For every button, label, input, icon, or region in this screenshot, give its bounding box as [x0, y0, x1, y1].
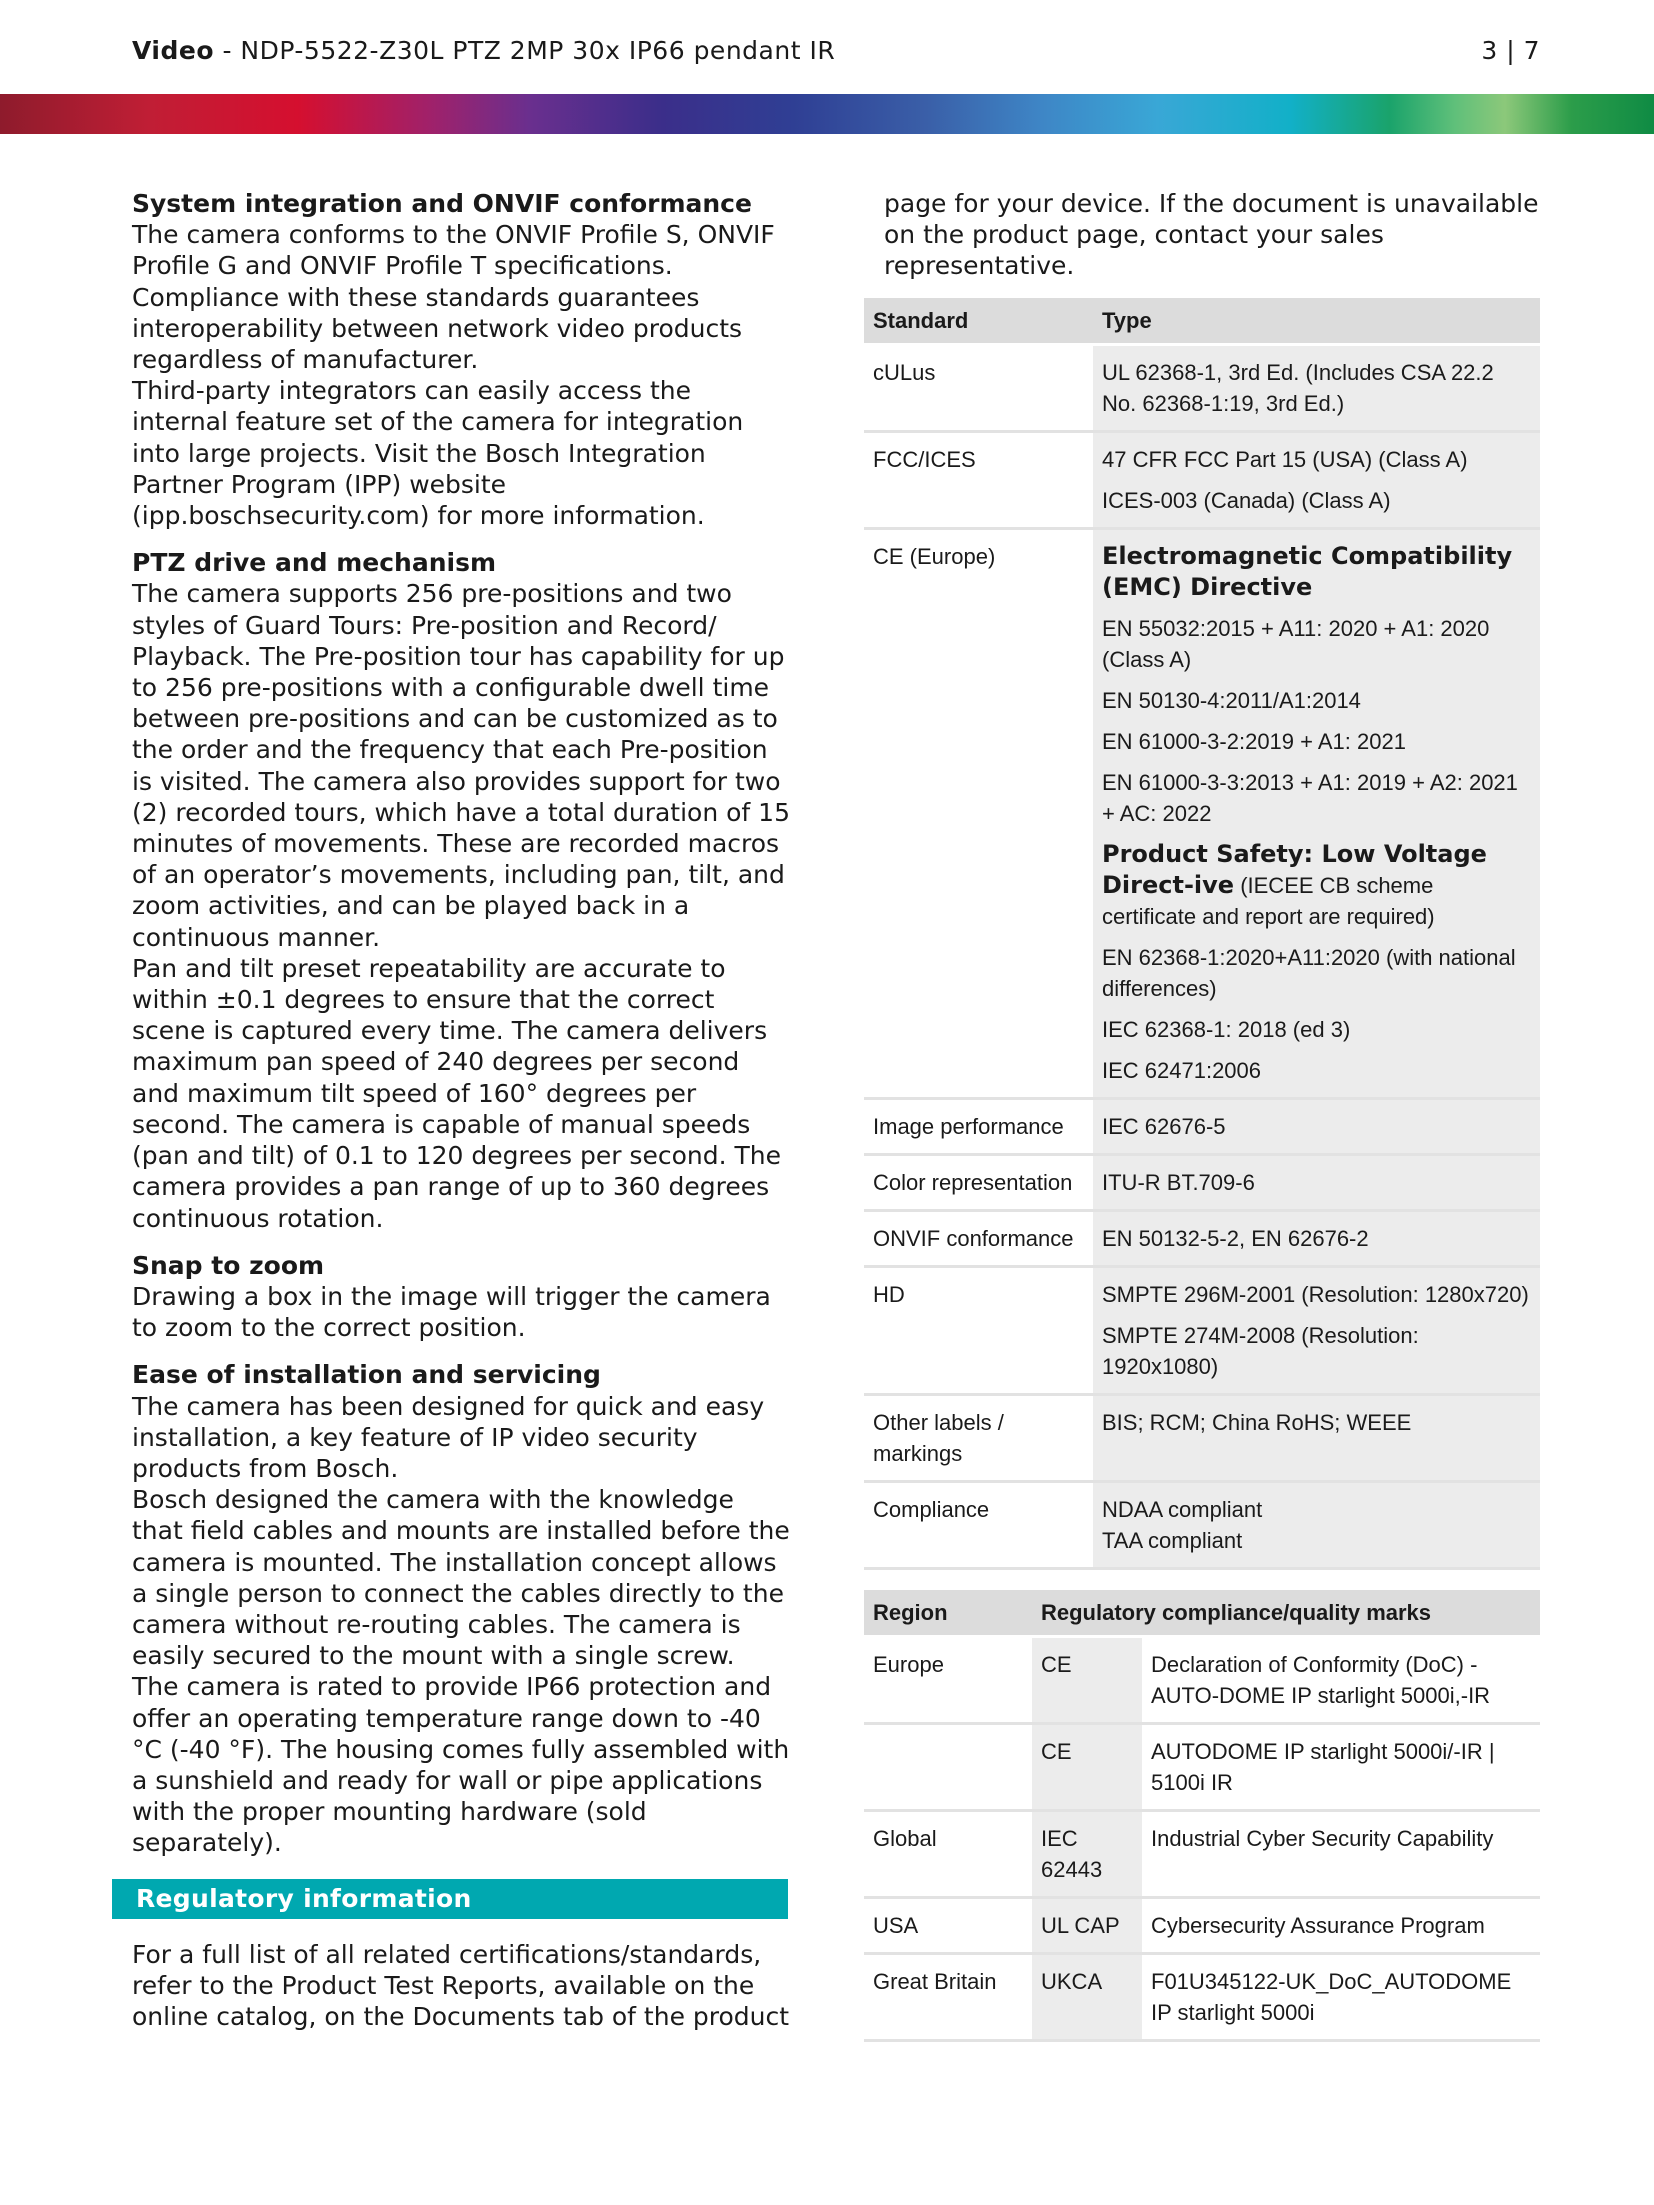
type-cell: UL 62368-1, 3rd Ed. (Includes CSA 22.2 No. 62368-1:19, 3rd Ed.)	[1093, 344, 1540, 431]
description-cell: AUTODOME IP starlight 5000i/-IR | 5100i IR	[1142, 1723, 1540, 1810]
table-row	[864, 344, 1540, 431]
document-title: Video - NDP-5522-Z30L PTZ 2MP 30x IP66 pendant IR	[132, 36, 836, 65]
regulatory-marks-table	[864, 1590, 1540, 2042]
standard-cell: ONVIF conformance	[864, 1210, 1093, 1266]
standards-table	[864, 298, 1540, 1570]
paragraph: The camera supports 256 pre-positions and two styles of Guard Tours: Pre-position and Record/ Playback. The Pre-position tour has capability for up to 256 pre-positions with a configurable dwell time between pre-positions and can be customized as to the order and the frequency that each Pre-position is visited. The camera also provides support for two (2) recorded tours, which have a total duration of 15 minutes of movements. These are recorded macros of an operator’s movements, including pan, tilt, and zoom activities, and can be played back in a continuous manner. Pan and tilt preset repeatability are accurate to within ±0.1 degrees to ensure that the correct scene is captured every time. The camera delivers maximum pan speed of 240 degrees per second and maximum tilt speed of 160° degrees per second. The camera is capable of manual speeds (pan and tilt) of 0.1 to 120 degrees per second. The camera provides a pan range of up to 360 degrees continuous rotation.	[132, 579, 790, 1233]
column-header: Type	[1093, 298, 1540, 345]
section-heading: Snap to zoom	[132, 1250, 325, 1280]
paragraph: Drawing a box in the image will trigger the camera to zoom to the correct position.	[132, 1281, 771, 1343]
type-cell: Electromagnetic Compatibility (EMC) Directive EN 55032:2015 + A11: 2020 + A1: 2020 (Class A) EN 50130-4:2011/A1:2014 EN 61000-3-2:2019 + A1: 2021 EN 61000-3-3:2013 + A1: 2019 + A2: 2021 + AC: 2022 Product Safety: Low Voltage Direct-ive (IECEE CB scheme certificate and report are required) EN 62368-1:2020+A11:2020 (with national differences) IEC 62368-1: 2018 (ed 3) IEC 62471:2006	[1093, 528, 1540, 1098]
description-cell: Declaration of Conformity (DoC) - AUTO-DOME IP starlight 5000i,-IR	[1142, 1636, 1540, 1723]
section-heading: Ease of installation and servicing	[132, 1360, 601, 1390]
brand-color-band	[0, 94, 1654, 134]
right-column	[864, 188, 1540, 2042]
column-header: Standard	[864, 298, 1093, 345]
mark-cell: CE	[1032, 1723, 1142, 1810]
region-cell	[864, 1723, 1032, 1810]
type-cell: BIS; RCM; China RoHS; WEEE	[1093, 1394, 1540, 1481]
table-row	[864, 1210, 1540, 1266]
type-cell: 47 CFR FCC Part 15 (USA) (Class A) ICES-003 (Canada) (Class A)	[1093, 431, 1540, 528]
table-row	[864, 1723, 1540, 1810]
standard-cell: cULus	[864, 344, 1093, 431]
table-row	[864, 1154, 1540, 1210]
table-row	[864, 1897, 1540, 1953]
standard-cell: Image performance	[864, 1098, 1093, 1154]
type-cell: EN 50132-5-2, EN 62676-2	[1093, 1210, 1540, 1266]
table-row	[864, 1953, 1540, 2040]
type-cell: IEC 62676-5	[1093, 1098, 1540, 1154]
region-cell: Europe	[864, 1636, 1032, 1723]
table-row	[864, 1481, 1540, 1568]
standard-cell: Color representation	[864, 1154, 1093, 1210]
mark-cell: UL CAP	[1032, 1897, 1142, 1953]
mark-cell: IEC 62443	[1032, 1810, 1142, 1897]
region-cell: USA	[864, 1897, 1032, 1953]
regulatory-section-bar: Regulatory information	[112, 1879, 788, 1919]
table-header-row	[864, 298, 1540, 345]
region-cell: Great Britain	[864, 1953, 1032, 2040]
emc-heading: Electromagnetic Compatibility (EMC) Directive	[1102, 541, 1513, 601]
table-row	[864, 1098, 1540, 1154]
paragraph: page for your device. If the document is unavailable on the product page, contact your sales representative.	[884, 189, 1539, 281]
table-row	[864, 528, 1540, 1098]
standard-cell: FCC/ICES	[864, 431, 1093, 528]
column-header: Regulatory compliance/quality marks	[1032, 1590, 1540, 1637]
type-cell: NDAA compliant TAA compliant	[1093, 1481, 1540, 1568]
region-cell: Global	[864, 1810, 1032, 1897]
mark-cell: CE	[1032, 1636, 1142, 1723]
paragraph: The camera conforms to the ONVIF Profile S, ONVIF Profile G and ONVIF Profile T specifications. Compliance with these standards guarantees interoperability between network video products regardless of manufacturer. Third-party integrators can easily access the internal feature set of the camera for integration into large projects. Visit the Bosch Integration Partner Program (IPP) website (ipp.boschsecurity.com) for more information.	[132, 220, 775, 531]
page-number: 3 | 7	[1481, 36, 1540, 65]
table-row	[864, 1394, 1540, 1481]
standard-cell: Compliance	[864, 1481, 1093, 1568]
type-cell: ITU-R BT.709-6	[1093, 1154, 1540, 1210]
type-cell: SMPTE 296M-2001 (Resolution: 1280x720) SMPTE 274M-2008 (Resolution: 1920x1080)	[1093, 1266, 1540, 1394]
table-row	[864, 1636, 1540, 1723]
description-cell: Industrial Cyber Security Capability	[1142, 1810, 1540, 1897]
standard-cell: CE (Europe)	[864, 528, 1093, 1098]
section-heading: PTZ drive and mechanism	[132, 548, 497, 578]
mark-cell: UKCA	[1032, 1953, 1142, 2040]
standard-cell: HD	[864, 1266, 1093, 1394]
column-header: Region	[864, 1590, 1032, 1637]
table-header-row	[864, 1590, 1540, 1637]
left-column	[132, 188, 792, 2048]
table-row	[864, 1810, 1540, 1897]
description-cell: F01U345122-UK_DoC_AUTODOME IP starlight 5000i	[1142, 1953, 1540, 2040]
standard-cell: Other labels / markings	[864, 1394, 1093, 1481]
lvd-heading: Product Safety: Low Voltage Direct-ive (IECEE CB scheme certificate and report are required)	[1102, 839, 1487, 929]
table-row	[864, 1266, 1540, 1394]
page-header	[132, 36, 1540, 72]
paragraph: For a full list of all related certifications/standards, refer to the Product Test Reports, available on the online catalog, on the Documents tab of the product	[132, 1939, 790, 2031]
table-row	[864, 431, 1540, 528]
description-cell: Cybersecurity Assurance Program	[1142, 1897, 1540, 1953]
section-heading: System integration and ONVIF conformance	[132, 189, 752, 218]
paragraph: The camera has been designed for quick and easy installation, a key feature of IP video security products from Bosch. Bosch designed the camera with the knowledge that field cables and mounts are installed before the camera is mounted. The installation concept allows a single person to connect the cables directly to the camera without re-routing cables. The camera is easily secured to the mount with a single screw. The camera is rated to provide IP66 protection and offer an operating temperature range down to -40 °C (-40 °F). The housing comes fully assembled with a sunshield and ready for wall or pipe applications with the proper mounting hardware (sold separately).	[132, 1391, 790, 1858]
